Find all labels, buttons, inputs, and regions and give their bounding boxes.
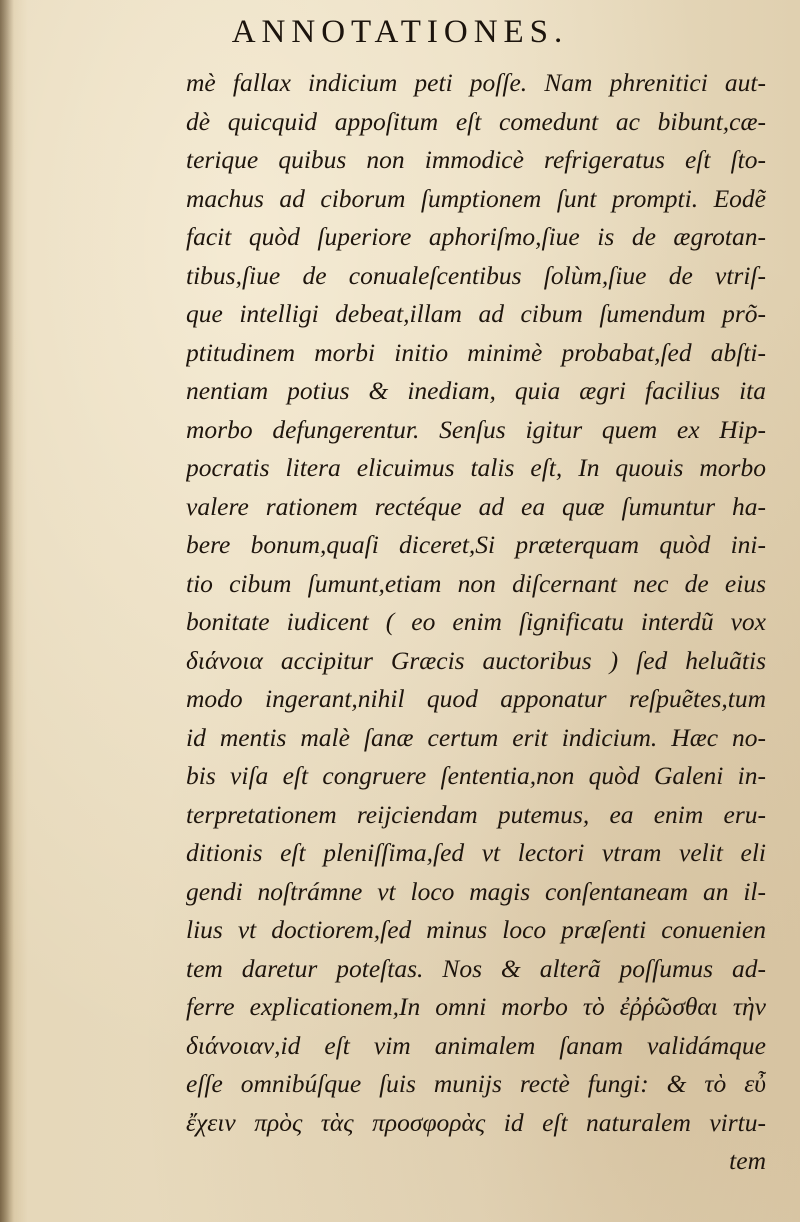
text-line: nentiam potius & inediam, quia ægri facilius ita xyxy=(186,376,766,405)
text-line: ditionis eſt pleniſſima,ſed vt lectori vtram velit eli xyxy=(186,838,766,867)
text-line: eſſe omnibúſque ſuis munijs rectè fungi: & τὸ εὖ xyxy=(186,1069,766,1098)
text-block xyxy=(186,64,766,1181)
text-line: morbo defungerentur. Senſus igitur quem ex Hip- xyxy=(186,414,766,444)
text-line: lius vt doctiorem,ſed minus loco præſenti conuenien xyxy=(186,915,766,944)
gutter-shadow xyxy=(0,0,14,1222)
catchword: tem xyxy=(729,1146,766,1175)
text-line: que intelligi debeat,illam ad cibum ſumendum prõ- xyxy=(186,299,766,328)
text-line: bonitate iudicent ( eo enim ſignificatu interdũ vox xyxy=(186,607,766,636)
text-line: ἔχειν πρὸς τὰς προσφορὰς id eſt naturalem virtu- xyxy=(186,1107,766,1137)
text-line: mè fallax indicium peti poſſe. Nam phrenitici aut- xyxy=(186,68,766,97)
text-line: id mentis malè ſanæ certum erit indicium. Hæc no- xyxy=(186,722,766,752)
text-line: ferre explicationem,In omni morbo τὸ ἐῤῥῶσθαι τὴν xyxy=(186,992,766,1021)
text-line: διάνοιαν,id eſt vim animalem ſanam validámque xyxy=(186,1030,766,1060)
running-head: ANNOTATIONES. xyxy=(231,14,569,50)
text-line: ptitudinem morbi initio minimè probabat,ſed abſti- xyxy=(186,337,766,367)
text-line: terique quibus non immodicè refrigeratus eſt ſto- xyxy=(186,145,766,174)
text-line: pocratis litera elicuimus talis eſt, In quouis morbo xyxy=(186,453,766,482)
text-line: terpretationem reijciendam putemus, ea enim eru- xyxy=(186,799,766,829)
text-line: tio cibum ſumunt,etiam non diſcernant nec de eius xyxy=(186,568,766,598)
text-line: διάνοια accipitur Græcis auctoribus ) ſed heluãtis xyxy=(186,645,766,675)
text-line: tem daretur poteſtas. Nos & alterã poſſumus ad- xyxy=(186,953,766,983)
text-line: modo ingerant,nihil quod apponatur reſpuẽtes,tum xyxy=(186,684,766,713)
text-line: machus ad ciborum ſumptionem ſunt prompti. Eodẽ xyxy=(186,183,766,213)
text-line: valere rationem rectéque ad ea quæ ſumuntur ha- xyxy=(186,491,766,521)
text-line: bere bonum,quaſi diceret,Si præterquam quòd ini- xyxy=(186,530,766,559)
text-line: dè quicquid appoſitum eſt comedunt ac bibunt,cæ- xyxy=(186,106,766,136)
text-line: tibus,ſiue de conualeſcentibus ſolùm,ſiue de vtriſ- xyxy=(186,260,766,290)
text-line: gendi noſtrámne vt loco magis conſentaneam an il- xyxy=(186,876,766,906)
text-line: bis viſa eſt congruere ſententia,non quòd Galeni in- xyxy=(186,761,766,790)
text-line: facit quòd ſuperiore aphoriſmo,ſiue is de ægrotan- xyxy=(186,222,766,251)
